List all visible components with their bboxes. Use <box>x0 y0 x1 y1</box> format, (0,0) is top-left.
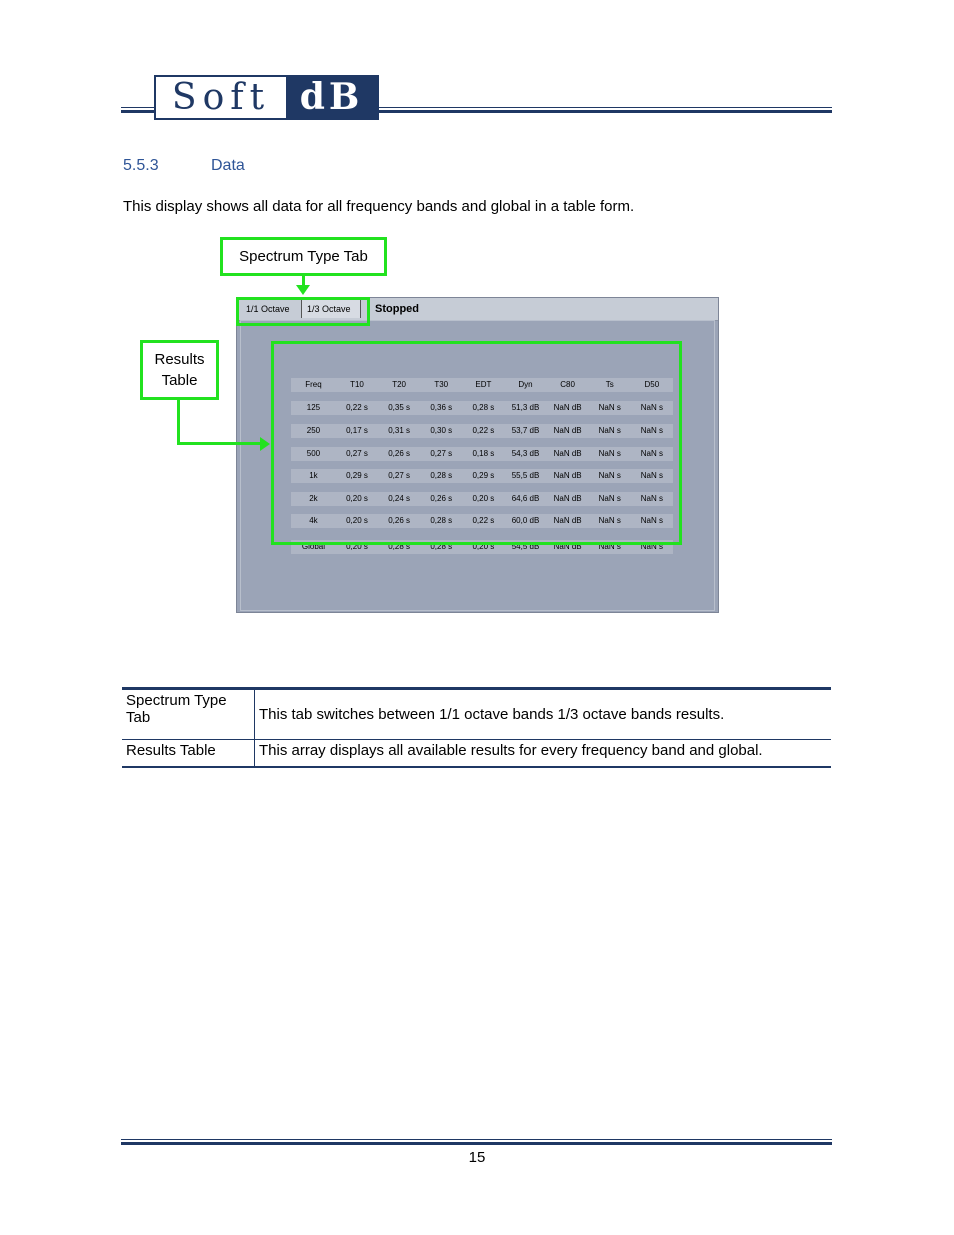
table-cell: NaN s <box>640 426 663 435</box>
table-cell: NaN dB <box>553 516 582 525</box>
footer-rule <box>121 1139 832 1146</box>
table-cell: NaN dB <box>553 426 582 435</box>
table-cell: 0,28 s <box>388 542 411 551</box>
table-cell: 0,31 s <box>388 426 411 435</box>
column-header: Ts <box>605 380 614 389</box>
table-cell: NaN s <box>640 471 663 480</box>
table-cell: 125 <box>306 403 321 412</box>
table-cell: 0,22 s <box>472 516 495 525</box>
table-cell: 60,0 dB <box>511 516 540 525</box>
arrow-down-icon <box>296 285 310 295</box>
table-cell: NaN s <box>640 403 663 412</box>
table-cell: 0,30 s <box>430 426 453 435</box>
table-cell: 0,17 s <box>346 426 368 435</box>
table-row <box>122 689 831 740</box>
table-cell: 51,3 dB <box>511 403 540 412</box>
description-cell: This array displays all available results for every frequency band and global. <box>255 740 832 768</box>
table-cell: 0,18 s <box>472 449 495 458</box>
column-header: Freq <box>305 380 322 389</box>
table-cell: NaN s <box>640 516 663 525</box>
table-cell: 53,7 dB <box>511 426 540 435</box>
table-cell: NaN s <box>598 426 621 435</box>
table-cell: 0,29 s <box>472 471 495 480</box>
table-cell: 0,26 s <box>388 516 411 525</box>
table-cell: 0,27 s <box>430 449 453 458</box>
table-cell: NaN dB <box>553 471 582 480</box>
table-cell: 55,5 dB <box>511 471 540 480</box>
callout-connector <box>177 442 261 445</box>
table-cell: NaN s <box>598 449 621 458</box>
highlight-tabs-box <box>236 297 370 326</box>
highlight-results-box <box>271 341 682 545</box>
description-cell: This tab switches between 1/1 octave bands 1/3 octave bands results. <box>255 689 832 740</box>
page-number: 15 <box>468 1149 486 1166</box>
table-cell: NaN dB <box>553 542 582 551</box>
logo-db-text: dB <box>286 77 377 118</box>
status-label: Stopped <box>375 303 419 315</box>
table-cell: 0,28 s <box>430 471 453 480</box>
table-cell: 0,20 s <box>346 494 368 503</box>
table-cell: 0,28 s <box>430 516 453 525</box>
table-cell: Global <box>301 542 326 551</box>
table-cell: 0,20 s <box>346 542 368 551</box>
table-cell: 0,27 s <box>388 471 411 480</box>
table-cell: 0,20 s <box>472 542 495 551</box>
callout-results-table <box>140 340 219 400</box>
callout-spectrum-type-tab <box>220 237 387 276</box>
tab-1-1-octave[interactable]: 1/1 Octave <box>241 300 302 318</box>
column-header: T30 <box>434 380 449 389</box>
table-cell: 0,22 s <box>472 426 495 435</box>
table-cell: NaN s <box>598 516 621 525</box>
table-cell: 0,26 s <box>388 449 411 458</box>
column-header: EDT <box>475 380 492 389</box>
table-cell: 2k <box>309 494 318 503</box>
logo-soft-text: Soft <box>171 77 271 118</box>
description-table <box>122 687 831 768</box>
table-cell: 54,5 dB <box>511 542 540 551</box>
table-cell: NaN s <box>598 403 621 412</box>
section-number: 5.5.3 <box>123 157 159 174</box>
table-cell: 1k <box>309 471 318 480</box>
intro-paragraph: This display shows all data for all frequency bands and global in a table form. <box>123 198 635 215</box>
term-cell: Results Table <box>122 740 255 768</box>
term-cell: Spectrum Type Tab <box>122 689 255 740</box>
column-header: Dyn <box>518 380 533 389</box>
column-header: T20 <box>392 380 407 389</box>
column-header: C80 <box>560 380 575 389</box>
table-cell: 500 <box>306 449 321 458</box>
callout-connector <box>177 400 180 445</box>
tab-1-3-octave[interactable]: 1/3 Octave <box>301 300 361 318</box>
table-cell: 0,20 s <box>346 516 368 525</box>
table-cell: NaN s <box>640 449 663 458</box>
table-cell: NaN s <box>640 494 663 503</box>
table-cell: 250 <box>306 426 321 435</box>
table-cell: NaN s <box>598 542 621 551</box>
column-header: D50 <box>644 380 660 389</box>
table-cell: NaN dB <box>553 449 582 458</box>
callout-spectrum-type-tab-label: Spectrum Type Tab <box>239 248 368 265</box>
table-cell: NaN s <box>640 542 663 551</box>
table-cell: 0,36 s <box>430 403 453 412</box>
table-cell: NaN s <box>598 471 621 480</box>
softdb-logo <box>154 75 379 120</box>
table-cell: 0,29 s <box>346 471 368 480</box>
table-cell: 0,24 s <box>388 494 411 503</box>
table-cell: 0,35 s <box>388 403 411 412</box>
table-cell: 0,28 s <box>430 542 453 551</box>
table-cell: 0,20 s <box>472 494 495 503</box>
column-header: T10 <box>350 380 364 389</box>
table-cell: 54,3 dB <box>511 449 540 458</box>
callout-results-label-1: Results <box>154 351 205 368</box>
table-row <box>122 740 831 768</box>
table-cell: 0,22 s <box>346 403 368 412</box>
callout-results-label-2: Table <box>161 372 198 389</box>
table-cell: 64,6 dB <box>511 494 540 503</box>
table-cell: NaN dB <box>553 494 582 503</box>
table-cell: 0,26 s <box>430 494 453 503</box>
table-cell: 0,28 s <box>472 403 495 412</box>
table-cell: NaN dB <box>553 403 582 412</box>
arrow-right-icon <box>260 437 270 451</box>
table-cell: 4k <box>309 516 318 525</box>
table-cell: NaN s <box>598 494 621 503</box>
section-title: Data <box>211 157 245 174</box>
table-cell: 0,27 s <box>346 449 368 458</box>
